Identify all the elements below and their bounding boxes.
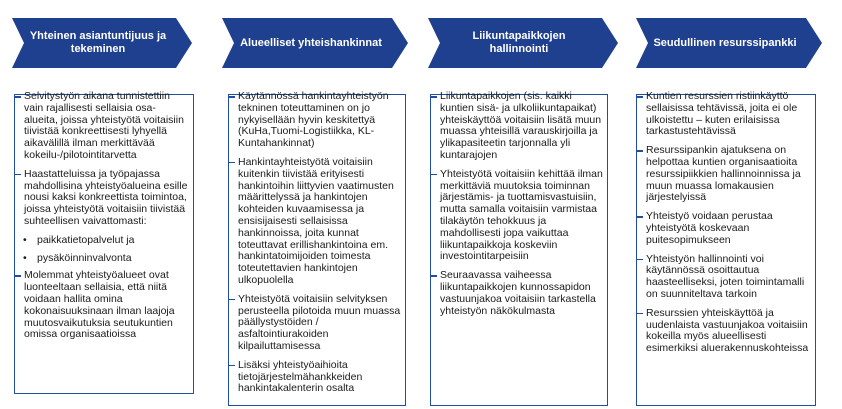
column-3-item-1-text: Liikuntapaikkojen (sis. kaikki kuntien sisä- ja ulkoliikuntapaikat) yhteiskäyttöä voitaisiin lisätä muun muassa yhteisillä varauskirjoilla ja ylikapasiteetin tarjonnalla yli kuntarajojen [440, 90, 602, 161]
column-3-item-2 [431, 169, 603, 263]
chevron-3 [428, 18, 618, 68]
chevron-1 [12, 18, 192, 68]
column-4-item-1 [637, 91, 811, 138]
chevron-2 [222, 18, 408, 68]
column-1-item-1 [15, 91, 189, 162]
column-2-item-1-text: Käytännössä hankintayhteistyön tekninen toteuttaminen on jo nykyisellään hyvin keskitettyä (KuHa,Tuomi-Logistiikka, KL-Kuntahankinnat) [238, 90, 389, 150]
chevron-1-label: Yhteinen asiantuntijuus ja tekeminen [29, 30, 167, 55]
column-3-item-3 [431, 270, 603, 317]
column-1-item-3 [15, 270, 189, 341]
column-4-item-4 [637, 254, 811, 301]
column-1-subitem-1: • paikkatietopalvelut ja [23, 233, 135, 246]
column-3-item-3-text: Seuraavassa vaiheessa liikuntapaikkojen kunnossapidon vastuunjakoa voitaisiin tarkastella yhteistyön näkökulmasta [440, 269, 596, 317]
column-1-item-3-text: Molemmat yhteistyöalueet ovat luonteeltaan sellaisia, että niitä voidaan hallita omina kokonaisuuksinaan ilman laajoja muutosvaikutuksia seutukuntien omissa organisaatioissa [24, 269, 175, 341]
column-4-item-5-text: Resurssien yhteiskäyttöä ja uudenlaista vastuunjakoa voitaisiin kokeilla myös alueellisesti esimerkiksi aluerakennuskohteissa [646, 306, 809, 355]
chevron-3-label: Liikuntapaikkojen hallinnointi [472, 30, 566, 55]
column-3-item-2-text: Yhteistyötä voitaisiin kehittää ilman merkittäviä muutoksia toiminnan järjestämis- ja tuottamisvastuisiin, mutta samalla voitaisiin varmistaa tilakäytön tehokkuus ja mahdollisesti jopa vaikuttaa liikuntapaikkoja koskeviin investointitarpeisiin [440, 167, 603, 263]
chevron-2-label: Alueelliset yhteishankinnat [240, 36, 382, 49]
column-2-item-4-text: Lisäksi yhteistyöaihioita tietojärjestelmähankkeiden hankintakalenterin osalta [238, 358, 363, 395]
column-1-subitem-2: • pysäköinninvalvonta [23, 251, 132, 264]
column-1-box [14, 90, 194, 394]
column-4-item-3 [637, 211, 811, 246]
column-2-item-1 [229, 91, 401, 150]
column-1-item-2 [15, 169, 189, 228]
column-4-item-5 [637, 308, 811, 355]
column-4-item-2-text: Resurssipankin ajatuksena on helpottaa kuntien organisaatioita resurssipiikkien hallinnoinnissa ja muun muassa lomakausien järjestelyissä [646, 144, 801, 204]
column-2-item-3-text: Yhteistyötä voitaisiin selvityksen perusteella pilotoida muun muassa päällystystöiden / asfaltointiurakoiden kilpailuttamisessa [238, 292, 401, 352]
column-2-item-2-text: Hankintayhteistyötä voitaisiin kuitenkin tiivistää erityisesti hankintoihin liittyvien vaatimusten määrittelyssä ja hankintojen kohteiden kuvaamisessa ja ensisijaisesti sellaisissa hankinnoissa, joita kunnat toteuttavat erillishankintoina em. hankintatoimijoiden toimesta toteutettavien hankintojen ulkopuolella [238, 155, 394, 286]
column-3-item-1 [431, 91, 603, 162]
column-1-subitem-2-text: pysäköinninvalvonta [37, 251, 132, 264]
column-1-subitem-1-text: paikkatietopalvelut ja [37, 233, 135, 246]
column-4-item-2 [637, 145, 811, 204]
chevron-4 [636, 18, 822, 68]
column-2-box [228, 90, 406, 406]
column-2-item-2 [229, 157, 401, 287]
column-1-item-2-text: Haastatteluissa ja työpajassa mahdollisina yhteistyöalueina esille nousi kaksi konkreettista toimintoa, joissa yhteistyötä voitaisiin tiivistää suhteellisen vaivattomasti: [24, 167, 188, 227]
column-4-item-1-text: Kuntien resurssien ristiinkäyttö sellaisissa tehtävissä, joita ei ole ulkoistettu – kuten erilaisissa tarkastustehtävissä [646, 90, 798, 138]
column-1-item-1-text: Selvitystyön aikana tunnistettiin vain rajallisesti sellaisia osa-alueita, joissa yhteistyötä voitaisiin tiivistää konkreettisesti lyhyellä aikavälillä ilman merkittävää kokeilu-/pilotointitarvetta [24, 90, 184, 161]
column-4-box [636, 90, 816, 406]
column-2-item-4 [229, 360, 401, 395]
column-2-item-3 [229, 294, 401, 353]
chevron-4-label: Seudullinen resurssipankki [653, 36, 797, 49]
column-3-box [430, 90, 608, 406]
column-4-item-4-text: Yhteistyön hallinnointi voi käytännössä osoittautua haasteelliseksi, joten toimintamalli on suunniteltava tarkoin [646, 252, 805, 300]
column-4-item-3-text: Yhteistyö voidaan perustaa yhteistyötä koskevaan puitesopimukseen [646, 210, 773, 246]
